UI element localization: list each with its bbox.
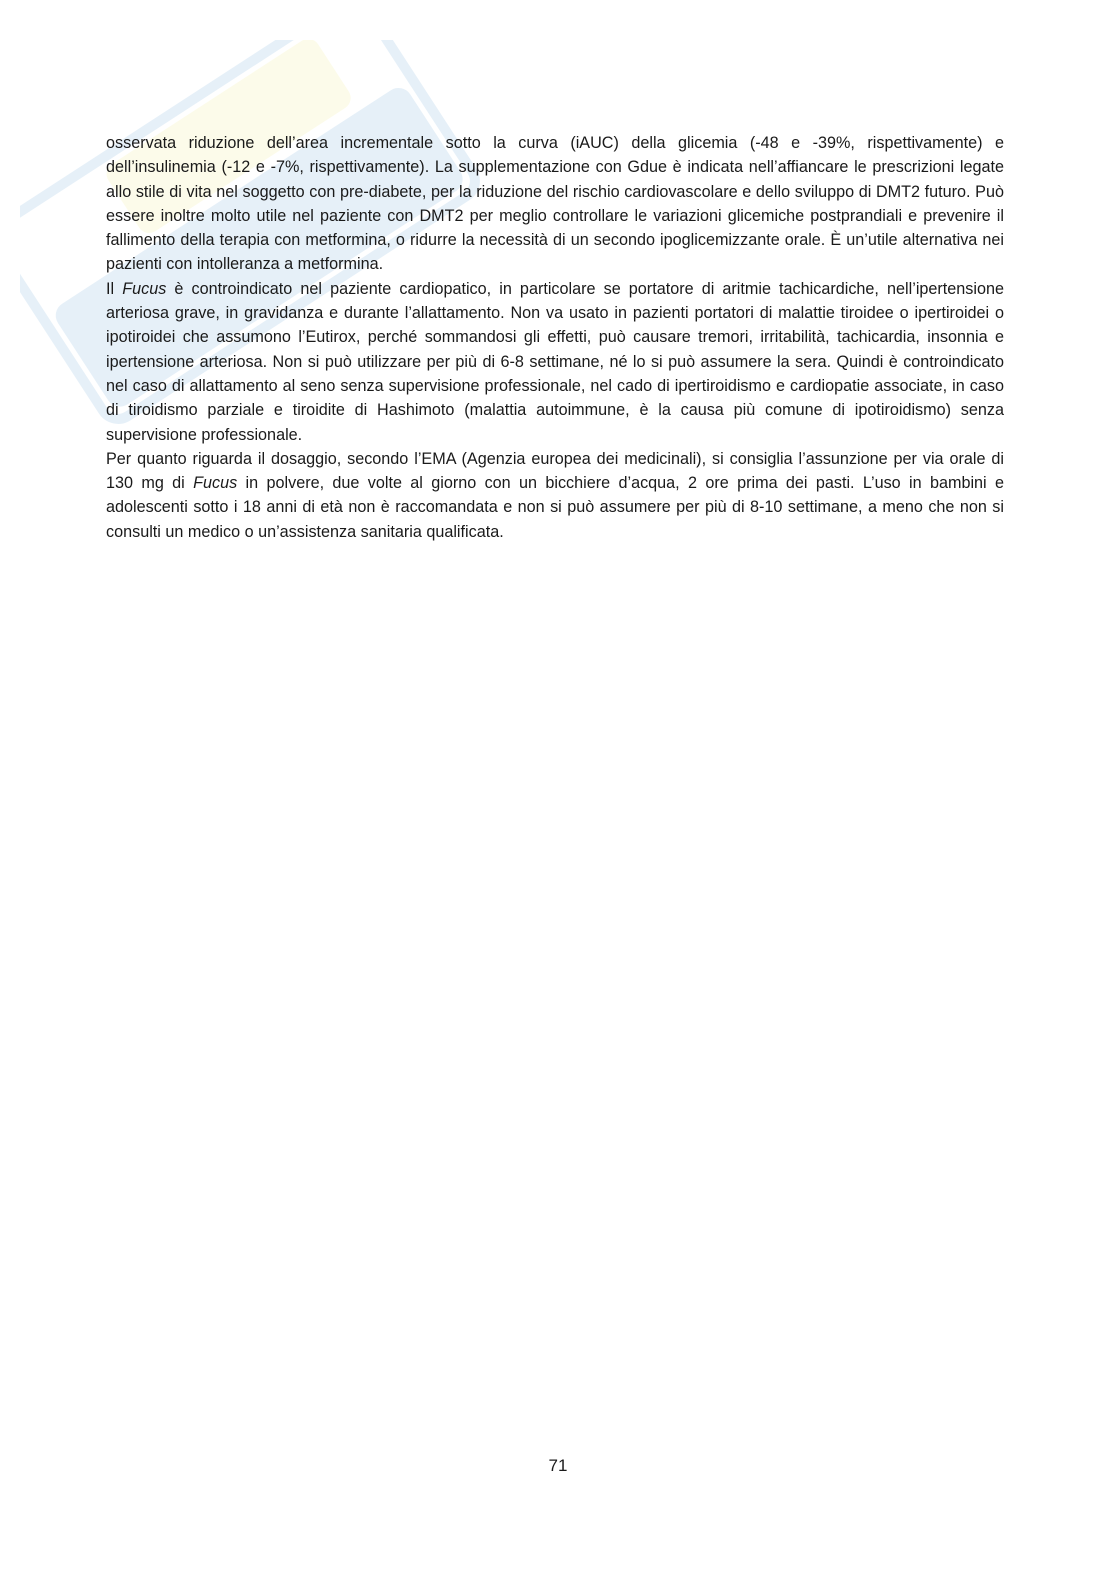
paragraph-text: Il	[106, 279, 123, 298]
paragraph-text: Per quanto riguarda il dosaggio, secondo l’EMA (Agenzia europea dei medicinali), si consiglia l’assunzione per via orale di 130 mg di	[106, 449, 1004, 493]
paragraph-fucus-contraindications	[106, 277, 1004, 447]
paragraph-text: osservata riduzione dell’area incrementale sotto la curva (iAUC) della glicemia (-48 e -39%, rispettivamente) e dell’insulinemia (-12 e -7%, rispettivamente). La supplementazione con Gdue è indicata nell’affiancare le prescrizioni legate allo stile di vita nel soggetto con pre-diabete, per la riduzione del rischio cardiovascolare e dello sviluppo di DMT2 futuro. Può essere inoltre molto utile nel paziente con DMT2 per meglio controllare le variazioni glicemiche postprandiali e prevenire il fallimento della terapia con metformina, o ridurre la necessità di un secondo ipoglicemizzante orale. È un’utile alternativa nei pazienti con intolleranza a metformina.	[106, 134, 1004, 274]
species-name: Fucus	[193, 474, 238, 493]
document-body	[106, 131, 1004, 544]
paragraph-text: è controindicato nel paziente cardiopatico, in particolare se portatore di aritmie tachicardiche, nell’ipertensione arteriosa grave, in gravidanza e durante l’allattamento. Non va usato in pazienti portatori di malattie tiroidee o ipertiroidei o ipotiroidei che assumono l’Eutirox, perché sommandosi gli effetti, può causare tremori, irritabilità, tachicardia, insonnia e ipertensione arteriosa. Non si può utilizzare per più di 6-8 settimane, né lo si può assumere la sera. Quindi è controindicato nel caso di allattamento al seno senza supervisione professionale, nel cado di ipertiroidismo e cardiopatie associate, in caso di tiroidismo parziale e tiroidite di Hashimoto (malattia autoimmune, è la causa più comune di ipotiroidismo) senza supervisione professionale.	[106, 279, 1005, 444]
paragraph-text: in polvere, due volte al giorno con un bicchiere d’acqua, 2 ore prima dei pasti. L’uso in bambini e adolescenti sotto i 18 anni di età non è raccomandata e non si può assumere per più di 8-10 settimane, a meno che non si consulti un medico o un’assistenza sanitaria qualificata.	[106, 474, 1004, 541]
species-name: Fucus	[122, 279, 167, 298]
page-number: 71	[548, 1456, 568, 1475]
paragraph-fucus-dosage	[106, 447, 1004, 544]
paragraph-glycemic-study	[106, 131, 1004, 277]
